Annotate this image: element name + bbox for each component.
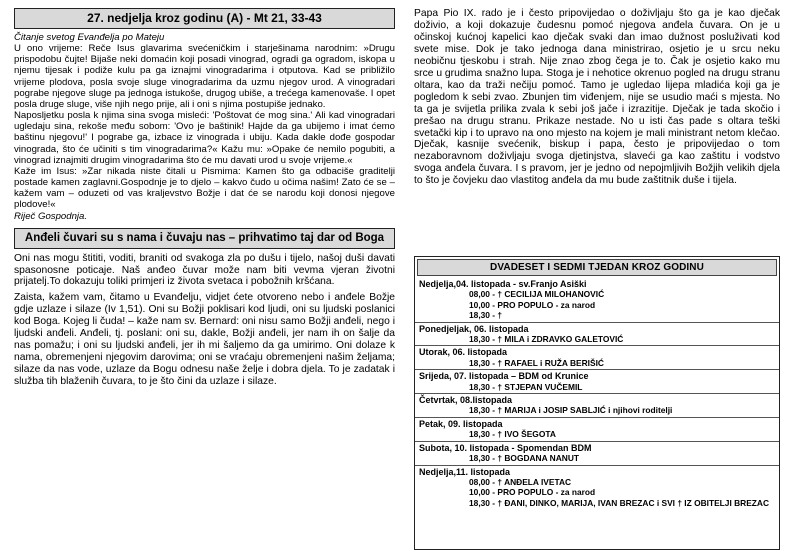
mass-schedule [414,256,780,550]
gospel-paragraph: U ono vrijeme: Reče Isus glavarima svećeničkim i starješinama narodnim: »Drugu prispodobu čujte! Bijaše neki domaćin koji posadi vinograd, ogradi ga ogradom, iskopa u njemu tijesak i podiže kulu pa ga iznajmi vinogradarima i otputova. Kad se približilo vrijeme plodova, posla svoje sluge vinogradarima da uzmu njegov urod. A vinogradari pograbe njegove sluge pa jednoga istukoše, drugog ubiše, a trećega kamenovaše. I opet posla druge sluge, više njih nego prije, ali i oni s njima postupiše jednako. [14,43,395,110]
story-paragraph: Papa Pio IX. rado je i često pripovijedao o doživljaju što ga je kao dječak doživio, a koji dokazuje čudesnu pomoć njegova anđela čuvara. On je u očinskoj kućnoj kapelici kao dječak svaki dan imao dužnost posluživati kod svete mise. Dok je tako jednoga dana ministrirao, osjetio je u srcu neku neobičnu tjeskobu i strah. Nije znao zbog čega je to. Čak je osjetio kako mu srce u grudima snažno lupa. Stoga je i nehotice okrenuo pogled na drugu stranu oltara, kao da traži nečiju pomoć. Tamo je ugledao lijepa mladića koji ga je pogledom k sebi zvao. Zbunjen tim viđenjem, nije se usudio maći s mjesta. No ta ga je svijetla prilika zvala k sebi još jače i izrazitije. Dječak je tada skočio i prešao na drugu stranu. Prikaze nestade. No u isti čas pade s oltara teški svetački kip i to upravo na ono mjesto na kojem je mali ministrant netom klečao. Dječak, kasnije svećenik, biskup i papa, često je pripovijedao o tom nezaboravnom doživljaju svoga djetinjstva, slaveći ga kao zaštitu i vodstvo svoga anđela čuvara. I s pravom, jer je jedno od nepojmljivih Božjih velikih djela to što je čovjeku dao vlastitog anđela da mu bude zaštitnik duše i tijela. [414,8,780,187]
schedule-divider [415,369,779,370]
schedule-mass: 18,30 - † MILA i ZDRAVKO GALETOVIĆ [469,334,624,345]
schedule-divider [415,465,779,466]
schedule-mass: 18,30 - † RAFAEL i RUŽA BERIŠIĆ [469,357,604,368]
left-column [14,8,395,388]
schedule-mass: 18,30 - † IVO ŠEGOTA [469,429,556,440]
schedule-divider [415,322,779,323]
schedule-divider [415,441,779,442]
schedule-day: Nedjelja,11. listopada [419,466,511,477]
gospel-paragraph: Naposljetku posla k njima sina svoga misleći: 'Poštovat će mog sina.' Ali kad vinogradari ugledaju sina, rekoše među sobom: 'Ovo je baštinik! Hajde da ga ubijemo i imat ćemo baštinu njegovu!' I pograbe ga, izbace iz vinograda i ubiju. Kada dakle dođe gospodar vinograda, što će učiniti s tim vinogradarima?« Kažu mu: »Opake će nemilo pogubiti, a vinograd iznajmiti drugim vinogradarima što će mu davati urod u svoje vrijeme.« [14,110,395,166]
schedule-day: Četvrtak, 08.listopada [419,395,513,406]
schedule-title: DVADESET I SEDMI TJEDAN KROZ GODINU [417,259,777,276]
schedule-body [415,276,779,508]
article-paragraph: Oni nas mogu štititi, voditi, braniti od svakoga zla po dušu i tijelo, našoj duši davati spasonosne poticaje. Naš anđeo čuvar može nam biti vevma vjeran životni prijatelj.To dokazuju toliki primjeri iz života svetaca i pobožnih kršćana. [14,252,395,288]
gospel-intro: Čitanje svetog Evanđelja po Mateju [14,32,165,43]
schedule-mass: 18,30 - † BOGDANA NANUT [469,453,579,464]
schedule-mass: 10,00 - PRO POPULO - za narod [469,487,596,498]
schedule-day: Nedjelja,04. listopada - sv.Franjo Asiški [419,279,587,289]
gospel-heading: 27. nedjelja kroz godinu (A) - Mt 21, 33-43 [14,8,395,29]
gospel-paragraph: Kaže im Isus: »Zar nikada niste čitali u Pismima: Kamen što ga odbaciše graditelji postade kamen zaglavni.Gospodnje je to djelo – kakvo čudo u očima našim! Zato će se – kažem vam – oduzeti od vas kraljevstvo Božje i dat će se narodu koji donosi njegove plodove!« [14,165,395,211]
right-column [414,8,780,187]
schedule-day: Ponedjeljak, 06. listopada [419,323,529,334]
schedule-mass: 08,00 - † CECILIJA MILOHANOVIĆ [469,289,605,300]
article-heading: Anđeli čuvari su s nama i čuvaju nas – prihvatimo taj dar od Boga [14,228,395,249]
schedule-divider [415,345,779,346]
schedule-mass: 10,00 - PRO POPULO - za narod [469,299,596,310]
gospel-closing: Riječ Gospodnja. [14,210,88,222]
schedule-divider [415,417,779,418]
schedule-day: Subota, 10. listopada - Spomendan BDM [419,442,592,453]
article-paragraph: Zaista, kažem vam, čitamo u Evanđelju, vidjet ćete otvoreno nebo i anđele Božje gdje uzlaze i silaze (Iv 1,51). Oni su Božji poklisari kod ljudi, oni su ljudski poslanici kod Boga. Kojeg li čuda! – kaže nam sv. Bernard: oni nisu samo Božji anđeli, nego i ljudski anđeli. Anđeli, tj. poslani: oni su, dakle, Božji anđeli, jer nam ih on šalje da nas pomažu; i oni su ljudski anđeli, jer ih mi šaljemo da ga umirimo. Oni dolaze k nama, obremenjeni njegovim darovima; oni se vraćaju obremenjeni našim željama; silaze da nas vode, uzlaze da Bogu odnesu naše želje i dobra djela. To je zadatak i služba tih blaženih čuvara, to je što čini da uzlaze i silaze. [14,292,395,387]
schedule-divider [415,393,779,394]
schedule-mass: 18,30 - † ĐANI, DINKO, MARIJA, IVAN BREZAC i SVI † IZ OBITELJI BREZAC [469,497,769,508]
schedule-day: Petak, 09. listopada [419,418,503,429]
schedule-mass: 18,30 - † STJEPAN VUČEMIL [469,381,583,392]
schedule-mass: 08,00 - † ANĐELA IVETAC [469,476,572,487]
schedule-mass: 18,30 - † MARIJA i JOSIP SABLJIĆ i njihovi roditelji [469,405,673,416]
schedule-mass: 18,30 - † [469,310,503,321]
schedule-day: Srijeda, 07. listopada – BDM od Krunice [419,371,589,382]
schedule-day: Utorak, 06. listopada [419,347,508,358]
